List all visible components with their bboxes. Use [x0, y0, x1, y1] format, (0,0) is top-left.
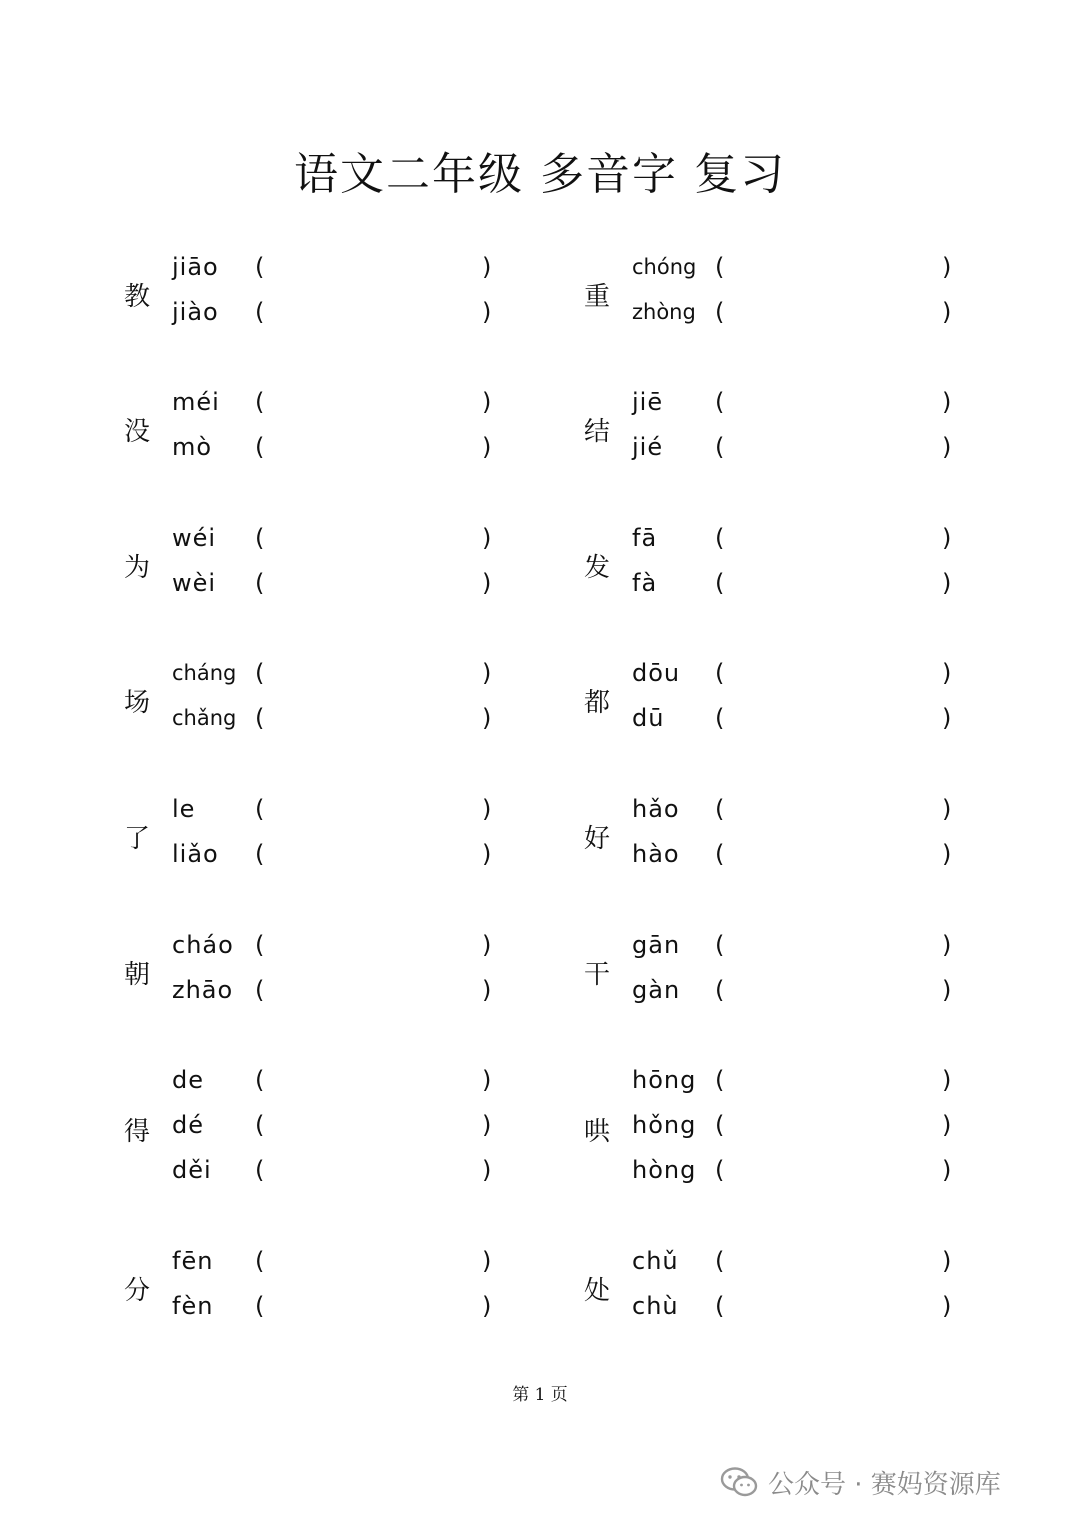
word-blank[interactable]: [272, 252, 472, 282]
hanzi-character: 哄: [584, 1117, 611, 1147]
close-paren: ): [942, 253, 952, 281]
pinyin-label: hōng: [632, 1066, 697, 1094]
reading-row: [632, 1291, 982, 1336]
hanzi-character: 发: [584, 552, 611, 583]
pinyin-label: hǒng: [632, 1111, 697, 1139]
close-paren: ): [942, 569, 952, 597]
hanzi-character: 场: [124, 687, 151, 718]
reading-row: [632, 252, 982, 297]
open-paren: (: [715, 253, 725, 281]
open-paren: (: [715, 1066, 725, 1094]
open-paren: (: [255, 840, 265, 868]
close-paren: ): [482, 1156, 492, 1184]
page-title: 语文二年级 多音字 复习: [294, 149, 786, 200]
hanzi-character: 没: [124, 416, 151, 447]
pinyin-label: wéi: [172, 524, 217, 552]
hanzi-character: 了: [124, 823, 151, 854]
word-blank[interactable]: [732, 1155, 932, 1185]
reading-row: [172, 1246, 522, 1291]
open-paren: (: [255, 253, 265, 281]
reading-row: [172, 252, 522, 297]
pinyin-label: hào: [632, 840, 680, 868]
pinyin-label: chǎng: [172, 706, 237, 730]
close-paren: ): [482, 1292, 492, 1320]
word-blank[interactable]: [732, 252, 932, 282]
close-paren: ): [482, 976, 492, 1004]
hanzi-character: 干: [584, 959, 611, 990]
pinyin-label: hòng: [632, 1156, 697, 1184]
close-paren: ): [482, 524, 492, 552]
reading-row: [172, 1065, 522, 1110]
reading-row: [172, 387, 522, 432]
word-blank[interactable]: [732, 794, 932, 824]
reading-row: [172, 523, 522, 568]
open-paren: (: [715, 795, 725, 823]
reading-row: [172, 794, 522, 839]
pinyin-label: jié: [632, 433, 664, 461]
pinyin-label: hǎo: [632, 795, 680, 823]
word-blank[interactable]: [732, 297, 932, 327]
open-paren: (: [255, 1156, 265, 1184]
close-paren: ): [482, 1111, 492, 1139]
word-blank[interactable]: [732, 432, 932, 462]
reading-row: [172, 930, 522, 975]
word-blank[interactable]: [272, 703, 472, 733]
open-paren: (: [255, 1111, 265, 1139]
open-paren: (: [255, 388, 265, 416]
word-blank[interactable]: [732, 703, 932, 733]
pinyin-label: chǔ: [632, 1247, 679, 1275]
open-paren: (: [715, 659, 725, 687]
close-paren: ): [482, 433, 492, 461]
pinyin-label: dōu: [632, 659, 681, 687]
pinyin-label: chóng: [632, 255, 697, 279]
word-blank[interactable]: [272, 839, 472, 869]
pinyin-label: cháo: [172, 931, 234, 959]
word-blank[interactable]: [732, 1246, 932, 1276]
reading-row: [632, 1155, 982, 1200]
open-paren: (: [715, 569, 725, 597]
open-paren: (: [715, 1156, 725, 1184]
close-paren: ): [942, 1247, 952, 1275]
close-paren: ): [942, 704, 952, 732]
word-blank[interactable]: [272, 297, 472, 327]
open-paren: (: [255, 659, 265, 687]
reading-row: [172, 1291, 522, 1336]
word-blank[interactable]: [732, 930, 932, 960]
close-paren: ): [482, 253, 492, 281]
watermark-text: 公众号 · 赛妈资源库: [768, 1469, 1001, 1500]
pinyin-label: liǎo: [172, 840, 219, 868]
close-paren: ): [942, 1156, 952, 1184]
open-paren: (: [715, 1111, 725, 1139]
reading-row: [172, 839, 522, 884]
pinyin-label: jiē: [632, 388, 664, 416]
hanzi-character: 好: [584, 823, 611, 854]
word-blank[interactable]: [272, 568, 472, 598]
close-paren: ): [942, 976, 952, 1004]
word-blank[interactable]: [732, 658, 932, 688]
reading-row: [172, 658, 522, 703]
reading-row: [632, 930, 982, 975]
hanzi-character: 教: [124, 281, 151, 312]
reading-row: [632, 387, 982, 432]
reading-row: [632, 794, 982, 839]
pinyin-label: zhāo: [172, 976, 234, 1004]
close-paren: ): [942, 931, 952, 959]
pinyin-label: dū: [632, 704, 665, 732]
close-paren: ): [942, 298, 952, 326]
word-blank[interactable]: [732, 1110, 932, 1140]
word-blank[interactable]: [732, 839, 932, 869]
reading-row: [172, 1110, 522, 1155]
hanzi-character: 得: [124, 1117, 151, 1147]
word-blank[interactable]: [272, 1155, 472, 1185]
open-paren: (: [255, 704, 265, 732]
reading-row: [632, 432, 982, 477]
open-paren: (: [715, 931, 725, 959]
close-paren: ): [942, 659, 952, 687]
reading-row: [632, 1065, 982, 1110]
reading-row: [172, 1155, 522, 1200]
pinyin-label: chù: [632, 1292, 679, 1320]
open-paren: (: [715, 388, 725, 416]
pinyin-label: wèi: [172, 569, 217, 597]
open-paren: (: [255, 1066, 265, 1094]
pinyin-label: jiào: [172, 298, 219, 326]
reading-row: [632, 1246, 982, 1291]
word-blank[interactable]: [272, 1110, 472, 1140]
hanzi-character: 分: [124, 1275, 151, 1306]
reading-row: [632, 1110, 982, 1155]
word-blank[interactable]: [272, 1291, 472, 1321]
close-paren: ): [482, 795, 492, 823]
word-blank[interactable]: [272, 794, 472, 824]
pinyin-label: fā: [632, 524, 658, 552]
hanzi-character: 为: [124, 552, 151, 583]
hanzi-character: 都: [584, 687, 611, 718]
close-paren: ): [482, 569, 492, 597]
open-paren: (: [715, 976, 725, 1004]
watermark: [720, 1462, 1001, 1502]
reading-row: [172, 975, 522, 1020]
close-paren: ): [482, 840, 492, 868]
reading-row: [172, 297, 522, 342]
reading-row: [172, 568, 522, 613]
word-blank[interactable]: [732, 523, 932, 553]
word-blank[interactable]: [732, 568, 932, 598]
pinyin-label: fēn: [172, 1247, 214, 1275]
reading-row: [632, 658, 982, 703]
close-paren: ): [482, 298, 492, 326]
page-number: 第 1 页: [512, 1385, 568, 1405]
open-paren: (: [715, 1292, 725, 1320]
word-blank[interactable]: [732, 387, 932, 417]
close-paren: ): [482, 1066, 492, 1094]
reading-row: [632, 839, 982, 884]
pinyin-label: dé: [172, 1111, 204, 1139]
close-paren: ): [482, 659, 492, 687]
word-blank[interactable]: [272, 975, 472, 1005]
word-blank[interactable]: [272, 523, 472, 553]
word-blank[interactable]: [272, 432, 472, 462]
reading-row: [632, 297, 982, 342]
hanzi-character: 朝: [124, 959, 151, 990]
pinyin-label: zhòng: [632, 300, 696, 324]
open-paren: (: [715, 704, 725, 732]
close-paren: ): [942, 1066, 952, 1094]
word-blank[interactable]: [272, 930, 472, 960]
close-paren: ): [942, 840, 952, 868]
pinyin-label: gān: [632, 931, 681, 959]
pinyin-label: méi: [172, 388, 220, 416]
wechat-icon: [720, 1466, 758, 1498]
pinyin-label: de: [172, 1066, 204, 1094]
open-paren: (: [255, 433, 265, 461]
reading-row: [632, 975, 982, 1020]
pinyin-label: jiāo: [172, 253, 219, 281]
close-paren: ): [942, 388, 952, 416]
pinyin-label: děi: [172, 1156, 212, 1184]
close-paren: ): [942, 433, 952, 461]
close-paren: ): [482, 388, 492, 416]
word-blank[interactable]: [732, 1065, 932, 1095]
open-paren: (: [255, 569, 265, 597]
reading-row: [632, 523, 982, 568]
pinyin-label: fèn: [172, 1292, 214, 1320]
open-paren: (: [715, 1247, 725, 1275]
reading-row: [172, 703, 522, 748]
hanzi-character: 重: [584, 281, 611, 312]
close-paren: ): [942, 524, 952, 552]
pinyin-label: mò: [172, 433, 213, 461]
word-blank[interactable]: [732, 975, 932, 1005]
word-blank[interactable]: [732, 1291, 932, 1321]
hanzi-character: 处: [584, 1275, 611, 1306]
pinyin-label: gàn: [632, 976, 681, 1004]
open-paren: (: [255, 1292, 265, 1320]
word-blank[interactable]: [272, 387, 472, 417]
close-paren: ): [942, 1111, 952, 1139]
open-paren: (: [715, 524, 725, 552]
close-paren: ): [942, 1292, 952, 1320]
open-paren: (: [255, 524, 265, 552]
close-paren: ): [482, 931, 492, 959]
word-blank[interactable]: [272, 658, 472, 688]
close-paren: ): [482, 704, 492, 732]
open-paren: (: [715, 433, 725, 461]
open-paren: (: [255, 976, 265, 1004]
reading-row: [632, 703, 982, 748]
word-blank[interactable]: [272, 1065, 472, 1095]
open-paren: (: [255, 298, 265, 326]
reading-row: [172, 432, 522, 477]
reading-row: [632, 568, 982, 613]
open-paren: (: [255, 931, 265, 959]
open-paren: (: [255, 1247, 265, 1275]
word-blank[interactable]: [272, 1246, 472, 1276]
pinyin-label: fà: [632, 569, 658, 597]
open-paren: (: [255, 795, 265, 823]
open-paren: (: [715, 840, 725, 868]
pinyin-label: le: [172, 795, 196, 823]
close-paren: ): [942, 795, 952, 823]
close-paren: ): [482, 1247, 492, 1275]
open-paren: (: [715, 298, 725, 326]
pinyin-label: cháng: [172, 661, 237, 685]
hanzi-character: 结: [584, 416, 611, 447]
